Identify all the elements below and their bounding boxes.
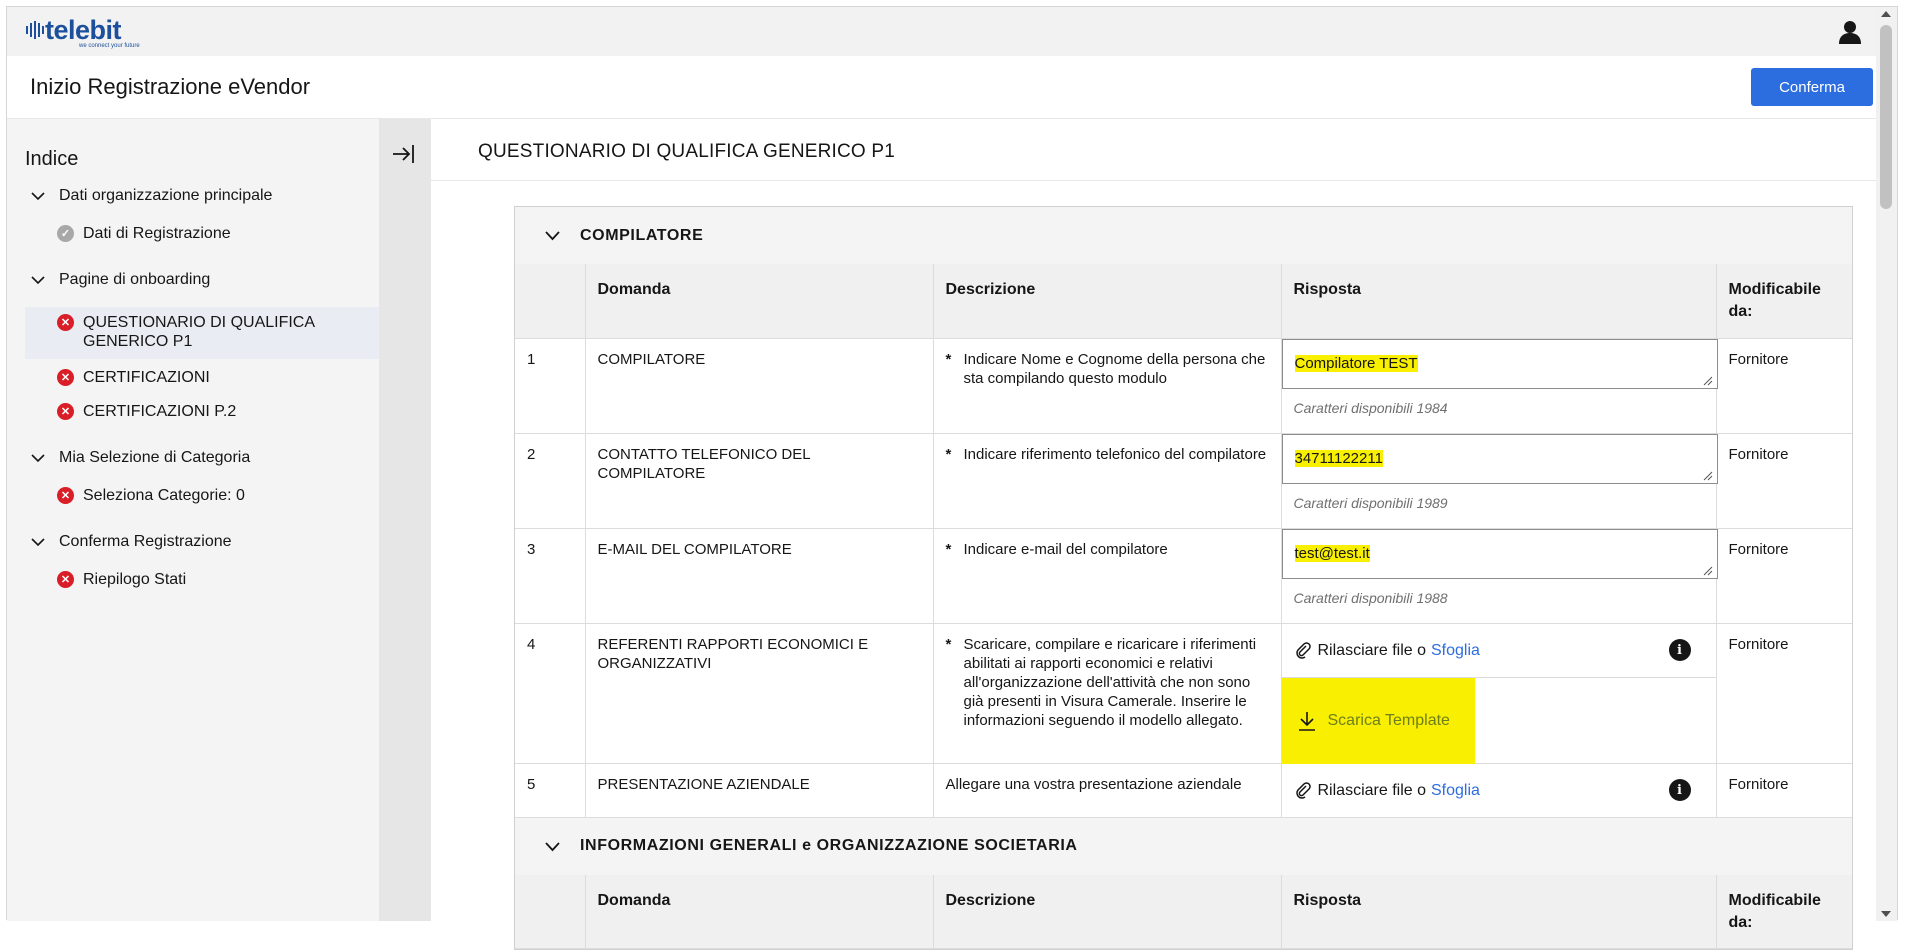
status-error-icon: ✕ [57, 487, 74, 504]
table-row [515, 528, 1852, 623]
download-template-button[interactable] [1282, 678, 1475, 764]
answer-value: 34711122211 [1294, 449, 1383, 467]
section-header-compilatore[interactable] [515, 207, 1852, 264]
column-header-num [515, 875, 585, 949]
file-dropzone[interactable] [1282, 764, 1716, 817]
main-body [431, 181, 1876, 931]
paperclip-icon [1294, 641, 1312, 659]
info-icon[interactable]: i [1669, 639, 1691, 661]
editable-by: Fornitore [1716, 433, 1852, 528]
table-header-row [515, 264, 1852, 338]
resize-grip-icon[interactable] [1701, 374, 1713, 386]
status-ok-icon: ✓ [57, 225, 74, 242]
paperclip-icon [1294, 781, 1312, 799]
description-cell [933, 338, 1281, 433]
status-error-icon: ✕ [57, 314, 74, 331]
sidebar-group-selezione-categoria[interactable] [31, 449, 250, 467]
top-bar [7, 7, 1897, 56]
scroll-up-arrow-icon[interactable] [1881, 11, 1891, 17]
question-text: PRESENTAZIONE AZIENDALE [585, 763, 933, 817]
sidebar-item-label: Seleziona Categorie: 0 [83, 487, 245, 504]
browse-link[interactable]: Sfoglia [1430, 641, 1480, 659]
sidebar-item-label: Riepilogo Stati [83, 571, 187, 588]
column-header-num [515, 264, 585, 338]
sidebar-item-label: Dati di Registrazione [83, 225, 231, 242]
question-text: E-MAIL DEL COMPILATORE [585, 528, 933, 623]
status-error-icon: ✕ [57, 571, 74, 588]
description-text: Indicare e-mail del compilatore [963, 540, 1168, 558]
column-header-domanda: Domanda [585, 264, 933, 338]
chevron-down-icon [545, 228, 560, 243]
answer-textarea[interactable] [1282, 339, 1718, 389]
section-title: INFORMAZIONI GENERALI e ORGANIZZAZIONE SOCIETARIA [580, 837, 1078, 854]
page-scrollbar[interactable] [1876, 7, 1897, 921]
sidebar-group-conferma-registrazione[interactable] [31, 533, 232, 551]
sidebar-group-pagine-onboarding[interactable] [31, 271, 210, 289]
main-content [431, 119, 1876, 931]
sidebar-item-certificazioni-p2[interactable] [25, 403, 379, 429]
column-header-descrizione: Descrizione [933, 264, 1281, 338]
table-header-row [515, 875, 1852, 949]
chevron-down-icon [31, 451, 45, 465]
questions-table [515, 875, 1852, 950]
row-number: 1 [515, 338, 585, 433]
row-number: 2 [515, 433, 585, 528]
description-text: Allegare una vostra presentazione aziendale [945, 775, 1242, 793]
status-error-icon: ✕ [57, 403, 74, 420]
description-cell [933, 528, 1281, 623]
description-text: Scaricare, compilare e ricaricare i riferimenti abilitati ai rapporti economici e relativi all'organizzazione dell'attività che non sono già presenti in Visura Camerale. Inserire le informazioni seguendo il modello allegato. [963, 635, 1257, 729]
chevron-down-icon [545, 839, 560, 854]
description-cell [933, 433, 1281, 528]
column-header-domanda: Domanda [585, 875, 933, 949]
required-marker: * [945, 350, 952, 368]
column-header-modificabile: Modificabile da: [1716, 875, 1852, 949]
description-cell [933, 623, 1281, 763]
section-header-informazioni-generali[interactable] [515, 818, 1852, 875]
sidebar-group-dati-organizzazione[interactable] [31, 187, 272, 205]
table-row [515, 338, 1852, 433]
sidebar-item-questionario-p1[interactable] [25, 307, 379, 359]
description-text: Indicare Nome e Cognome della persona che sta compilando questo modulo [963, 350, 1266, 387]
sidebar-item-label: CERTIFICAZIONI [83, 369, 210, 386]
sidebar-item-label: QUESTIONARIO DI QUALIFICA GENERICO P1 [83, 314, 315, 350]
scroll-thumb[interactable] [1880, 25, 1892, 209]
page-header [7, 56, 1897, 119]
logo-waves-icon [25, 19, 45, 41]
column-header-modificabile: Modificabile da: [1716, 264, 1852, 338]
answer-cell [1281, 623, 1716, 763]
editable-by: Fornitore [1716, 763, 1852, 817]
user-icon[interactable] [1837, 19, 1863, 45]
editable-by: Fornitore [1716, 623, 1852, 763]
description-cell [933, 763, 1281, 817]
file-drop-prompt: Rilasciare file o [1317, 641, 1426, 659]
row-number: 3 [515, 528, 585, 623]
confirm-button[interactable]: Conferma [1751, 68, 1873, 106]
questions-table [515, 264, 1852, 818]
question-text: CONTATTO TELEFONICO DEL COMPILATORE [585, 433, 933, 528]
questionnaire-title: QUESTIONARIO DI QUALIFICA GENERICO P1 [478, 141, 896, 162]
answer-cell [1281, 763, 1716, 817]
questionnaire-panel [514, 206, 1853, 950]
app-window [6, 6, 1898, 931]
browse-link[interactable]: Sfoglia [1430, 781, 1480, 799]
answer-value: Compilatore TEST [1294, 354, 1418, 372]
column-header-descrizione: Descrizione [933, 875, 1281, 949]
sidebar-item-riepilogo-stati[interactable] [25, 571, 379, 597]
row-number: 5 [515, 763, 585, 817]
question-text: REFERENTI RAPPORTI ECONOMICI E ORGANIZZATIVI [585, 623, 933, 763]
file-dropzone[interactable] [1282, 624, 1716, 677]
template-row [1282, 677, 1716, 763]
sidebar-title: Indice [25, 148, 79, 170]
download-icon [1296, 710, 1318, 732]
row-number: 4 [515, 623, 585, 763]
telebit-logo[interactable] [25, 17, 140, 49]
sidebar-group-label: Conferma Registrazione [59, 533, 232, 550]
sidebar-group-label: Mia Selezione di Categoria [59, 449, 251, 466]
file-drop-prompt: Rilasciare file o [1317, 781, 1426, 799]
required-marker: * [945, 635, 952, 653]
answer-textarea[interactable] [1282, 434, 1718, 484]
answer-textarea[interactable] [1282, 529, 1718, 579]
download-template-label: Scarica Template [1327, 712, 1450, 729]
sidebar-group-label: Dati organizzazione principale [59, 187, 273, 204]
sidebar-item-label: CERTIFICAZIONI P.2 [83, 403, 237, 420]
column-header-risposta: Risposta [1281, 875, 1716, 949]
chevron-down-icon [31, 535, 45, 549]
table-row [515, 763, 1852, 817]
logo-tagline: we connect your future [79, 43, 140, 49]
answer-value: test@test.it [1294, 544, 1370, 562]
column-header-risposta: Risposta [1281, 264, 1716, 338]
page-title: Inizio Registrazione eVendor [30, 74, 311, 99]
table-row [515, 623, 1852, 763]
resize-grip-icon[interactable] [1701, 469, 1713, 481]
logo-wordmark: telebit [45, 15, 122, 45]
status-error-icon: ✕ [57, 369, 74, 386]
description-text: Indicare riferimento telefonico del compilatore [963, 445, 1267, 463]
table-row [515, 433, 1852, 528]
resize-grip-icon[interactable] [1701, 564, 1713, 576]
sidebar-collapse-rail [379, 119, 431, 921]
info-icon[interactable]: i [1669, 779, 1691, 801]
section-title: COMPILATORE [580, 226, 704, 244]
scroll-down-arrow-icon[interactable] [1881, 911, 1891, 917]
required-marker: * [945, 445, 952, 463]
sidebar-item-dati-registrazione[interactable] [25, 225, 379, 251]
chevron-down-icon [31, 273, 45, 287]
sidebar-item-certificazioni[interactable] [25, 369, 379, 395]
required-marker: * [945, 540, 952, 558]
char-counter: Caratteri disponibili 1984 [1293, 399, 1448, 416]
sidebar-item-seleziona-categorie[interactable] [25, 487, 379, 513]
answer-cell [1281, 338, 1716, 433]
answer-cell [1281, 433, 1716, 528]
sidebar-group-label: Pagine di onboarding [59, 271, 211, 288]
editable-by: Fornitore [1716, 338, 1852, 433]
editable-by: Fornitore [1716, 528, 1852, 623]
sidebar-index [7, 119, 379, 921]
chevron-down-icon [31, 189, 45, 203]
question-text: COMPILATORE [585, 338, 933, 433]
main-title-bar [431, 119, 1876, 181]
answer-cell [1281, 528, 1716, 623]
char-counter: Caratteri disponibili 1989 [1293, 494, 1448, 511]
char-counter: Caratteri disponibili 1988 [1293, 589, 1448, 606]
collapse-sidebar-icon[interactable] [390, 141, 416, 167]
